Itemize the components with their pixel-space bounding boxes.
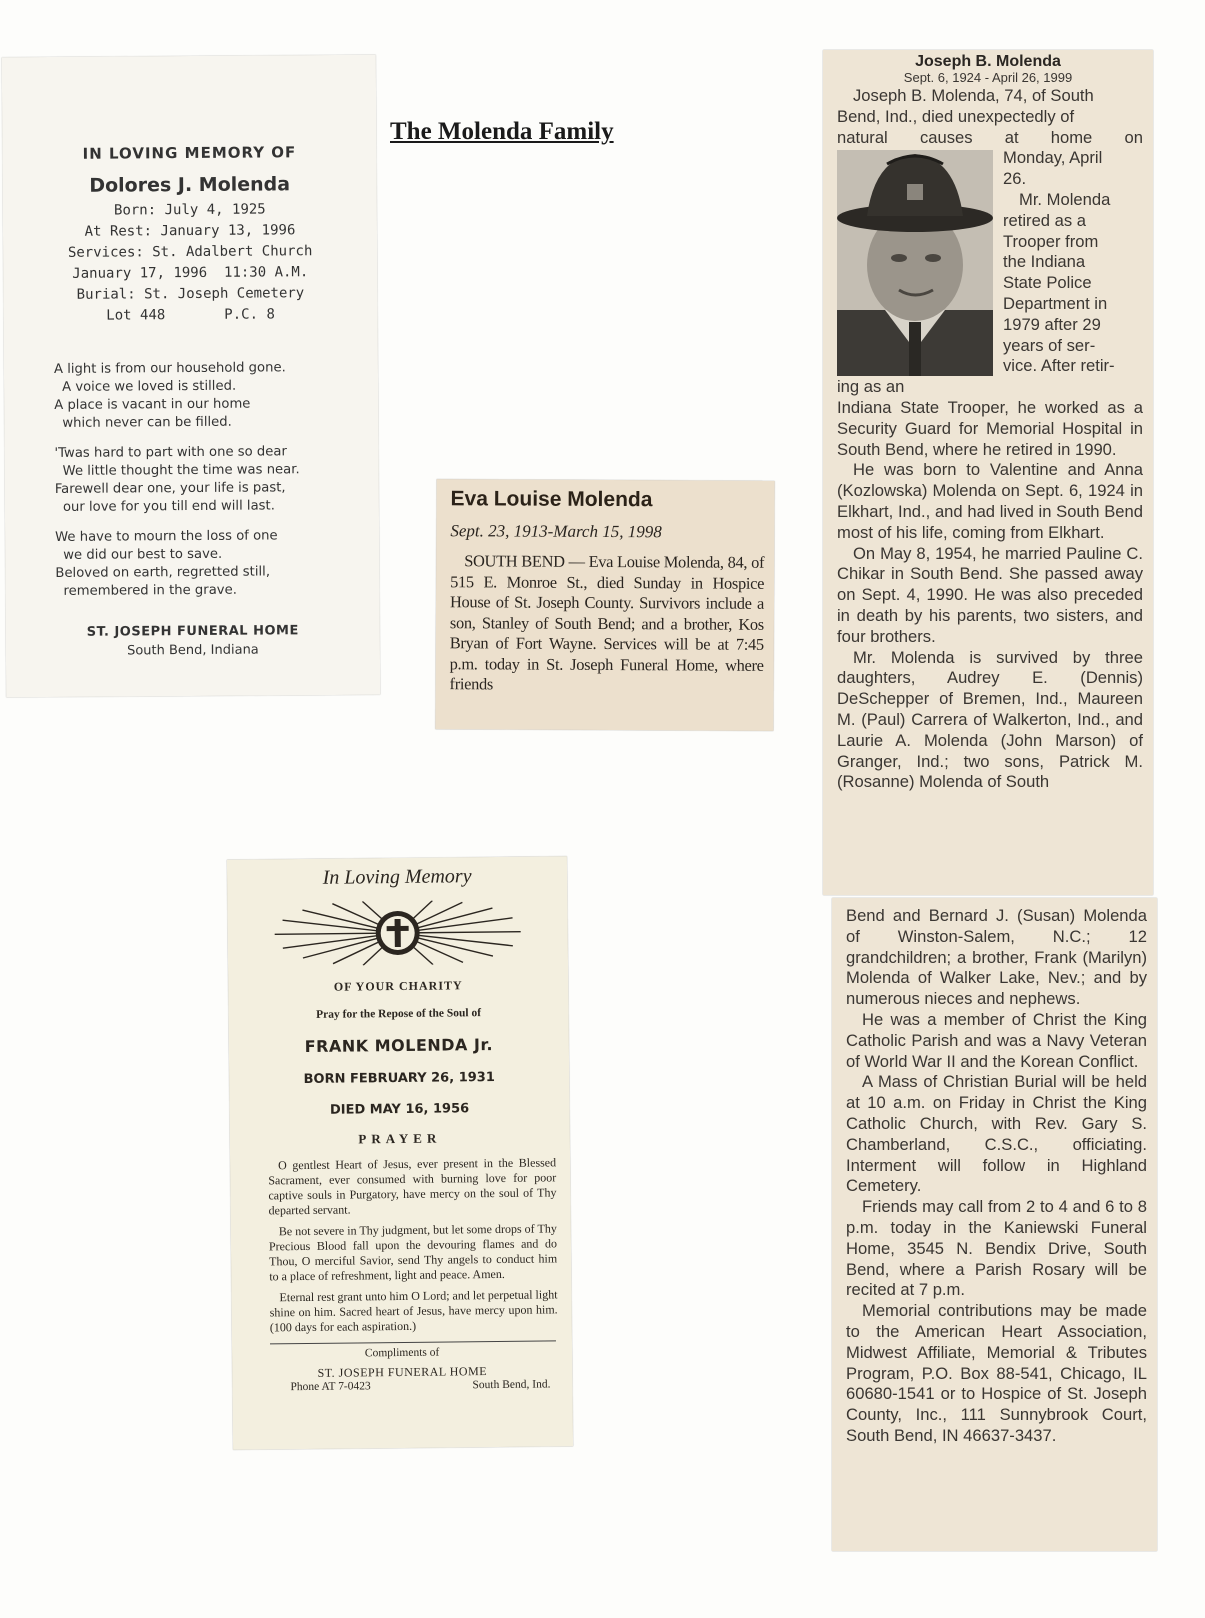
card-script-title: In Loving Memory	[322, 865, 472, 889]
lot-number: Lot 448 P.C. 8	[106, 306, 275, 324]
deceased-name: Dolores J. Molenda	[89, 173, 291, 197]
obituary-name: Eva Louise Molenda	[450, 487, 653, 512]
intro-line: Bend, Ind., died unexpectedly of	[837, 106, 1075, 126]
wrap-line: Trooper from	[1003, 231, 1099, 251]
prayer-text	[268, 1155, 558, 1335]
prayer-paragraph: Be not severe in Thy judgment, but let some drops of Thy Precious Blood fall upon the devouring flames and do Thou, O merciful Savior, send Thy angels to conduct him to a place of refreshment, light and peace. Amen.	[268, 1221, 558, 1284]
poem-line: 'Twas hard to part with one so dear	[54, 444, 287, 461]
poem-stanza	[54, 443, 378, 517]
wrap-line: 1979 after 29	[1003, 314, 1101, 334]
obituary-body: SOUTH BEND — Eva Louise Molenda, 84, of 515 E. Monroe St., died Sunday in Hospice House of St. Joseph County. Survivors include a son, Stanley of South Bend; and a brother, Kos Bryan of Fort Wayne. Services will be at 7:45 p.m. today in St. Joseph Funeral Home, where friends	[449, 551, 765, 694]
intro-line: Joseph B. Molenda, 74, of South	[853, 86, 1094, 105]
prayer-paragraph: O gentlest Heart of Jesus, ever present in the Blessed Sacrament, ever consumed with burning love for poor captive souls in Purgatory, have mercy on the soul of Thy departed servant.	[268, 1155, 557, 1218]
dolores-memorial-card	[2, 55, 380, 698]
obituary-paragraph: Bend and Bernard J. (Susan) Molenda of Winston-Salem, N.C.; 12 grandchildren; a brother, Frank (Marilyn) Molenda of Walker Lake, Nev.; and by numerous nieces and nephews.	[846, 906, 1147, 1009]
cross-sunburst-icon	[272, 900, 523, 967]
funeral-home-name: ST. JOSEPH FUNERAL HOME	[317, 1364, 488, 1380]
funeral-home-name: ST. JOSEPH FUNERAL HOME	[86, 623, 299, 640]
poem-stanza	[54, 359, 378, 433]
wrap-line: State Police	[1003, 273, 1092, 293]
services-place: Services: St. Adalbert Church	[67, 243, 313, 261]
obituary-paragraph: Memorial contributions may be made to the American Heart Association, Midwest Affiliate, Memorial & Tributes Program, P.O. Box 88-541, Chicago, IL 60680-1541 or to Hospice of St. Joseph County, Inc., 111 Sunnybrook Court, South Bend, IN 46637-3437.	[846, 1301, 1147, 1445]
card-footer	[6, 621, 380, 662]
intro-line: natural causes at home on	[837, 127, 1143, 147]
charity-heading: OF YOUR CHARITY	[333, 978, 463, 994]
obituary-paragraph: Mr. Molenda is survived by three daughters, Audrey E. (Dennis) DeSchepper of Bremen, Ind., Maureen M. (Paul) Carrera of Walkerton, Ind., and Laurie A. Molenda (John Marson) of Granger, Ind.; two sons, Patrick M. (Rosanne) Molenda of South	[837, 647, 1143, 792]
page-title: The Molenda Family	[390, 118, 614, 145]
pray-for-line: Pray for the Repose of the Soul of	[316, 1007, 482, 1021]
born-date: Born: July 4, 1925	[113, 201, 266, 219]
services-datetime: January 17, 1996 11:30 A.M.	[72, 264, 309, 282]
obituary-paragraph: Friends may call from 2 to 4 and 6 to 8 p.m. today in the Kaniewski Funeral Home, 3545 N. Bendix Drive, South Bend, where a Parish Rosary will be recited at 7 p.m.	[846, 1197, 1147, 1300]
obituary-dates: Sept. 6, 1924 - April 26, 1999	[903, 70, 1073, 85]
born-date: BORN FEBRUARY 26, 1931	[303, 1070, 495, 1088]
rest-date: At Rest: January 13, 1996	[84, 222, 296, 240]
after-photo-text: Indiana State Trooper, he worked as a Security Guard for Memorial Hospital in South Bend, where he retired in 1990.	[837, 397, 1143, 459]
obituary-body	[837, 86, 1143, 793]
obituary-paragraph: He was born to Valentine and Anna (Kozlowska) Molenda on Sept. 6, 1924 in Elkhart, Ind., and had lived in South Bend most of his life, coming from Elkhart.	[837, 460, 1143, 542]
trooper-portrait-photo	[837, 150, 993, 376]
obituary-name: Joseph B. Molenda	[915, 53, 1061, 70]
poem-line: remembered in the grave.	[63, 582, 237, 599]
wrap-line: years of ser-	[1003, 335, 1096, 355]
poem-line: Farewell dear one, your life is past,	[54, 480, 286, 497]
frank-prayer-card	[227, 856, 573, 1450]
phone-number: Phone AT 7-0423	[290, 1380, 371, 1394]
wrap-line: Mr. Molenda	[1019, 189, 1111, 209]
burial-place: Burial: St. Joseph Cemetery	[76, 285, 305, 303]
died-date: DIED MAY 16, 1956	[329, 1101, 470, 1118]
joseph-obituary-clipping-bottom	[832, 898, 1157, 1551]
obituary-paragraph: On May 8, 1954, he married Pauline C. Chikar in South Bend. She passed away on Sept. 4, 1990. He was also preceded in death by his parents, two sisters, and four brothers.	[837, 543, 1143, 646]
poem-stanza	[55, 527, 379, 601]
deceased-name: FRANK MOLENDA Jr.	[304, 1035, 494, 1056]
card-details	[3, 199, 378, 328]
wrap-line: Department in	[1003, 293, 1108, 313]
poem-line: A voice we loved is stilled.	[62, 378, 237, 395]
obituary-dates: Sept. 23, 1913-March 15, 1998	[450, 521, 662, 542]
poem-line: our love for you till end will last.	[62, 498, 275, 515]
divider	[270, 1340, 556, 1344]
prayer-paragraph: Eternal rest grant unto him O Lord; and let perpetual light shine on him. Sacred heart of Jesus, have mercy upon him. (100 days for each aspiration.)	[269, 1287, 558, 1335]
wrap-line: retired as a	[1003, 210, 1087, 230]
wrap-line: vice. After retir-	[1003, 356, 1115, 376]
poem-line: A light is from our household gone.	[53, 360, 286, 377]
obituary-body	[846, 906, 1147, 1447]
prayer-title: PRAYER	[358, 1130, 442, 1147]
obituary-paragraph: A Mass of Christian Burial will be held at 10 a.m. on Friday in Christ the King Catholic Church, with Rev. Gary S. Chamberland, C.S.C., officiating. Interment will follow in Highland Cemetery.	[846, 1072, 1147, 1196]
wrap-line: the Indiana	[1003, 252, 1086, 272]
wrap-line: ing as an	[837, 377, 905, 397]
poem-line: We have to mourn the loss of one	[55, 528, 278, 545]
poem-line: We little thought the time was near.	[62, 462, 300, 479]
compliments-line: Compliments of	[364, 1346, 440, 1360]
poem-line: we did our best to save.	[63, 546, 223, 563]
city: South Bend, Ind.	[472, 1378, 551, 1392]
obituary-paragraph: He was a member of Christ the King Catholic Parish and was a Navy Veteran of World War II and the Korean Conflict.	[846, 1009, 1147, 1071]
wrap-line: Monday, April	[1003, 148, 1103, 168]
memorial-poem	[54, 359, 380, 601]
poem-line: which never can be filled.	[62, 414, 232, 431]
eva-obituary-clipping	[435, 479, 774, 731]
poem-line: A place is vacant in our home	[54, 396, 251, 413]
contact-row	[290, 1378, 550, 1393]
poem-line: Beloved on earth, regretted still,	[55, 564, 271, 581]
funeral-home-location: South Bend, Indiana	[127, 642, 259, 659]
card-heading: IN LOVING MEMORY OF	[82, 143, 297, 163]
joseph-obituary-clipping-top	[823, 50, 1153, 895]
wrap-line: 26.	[1003, 169, 1027, 189]
